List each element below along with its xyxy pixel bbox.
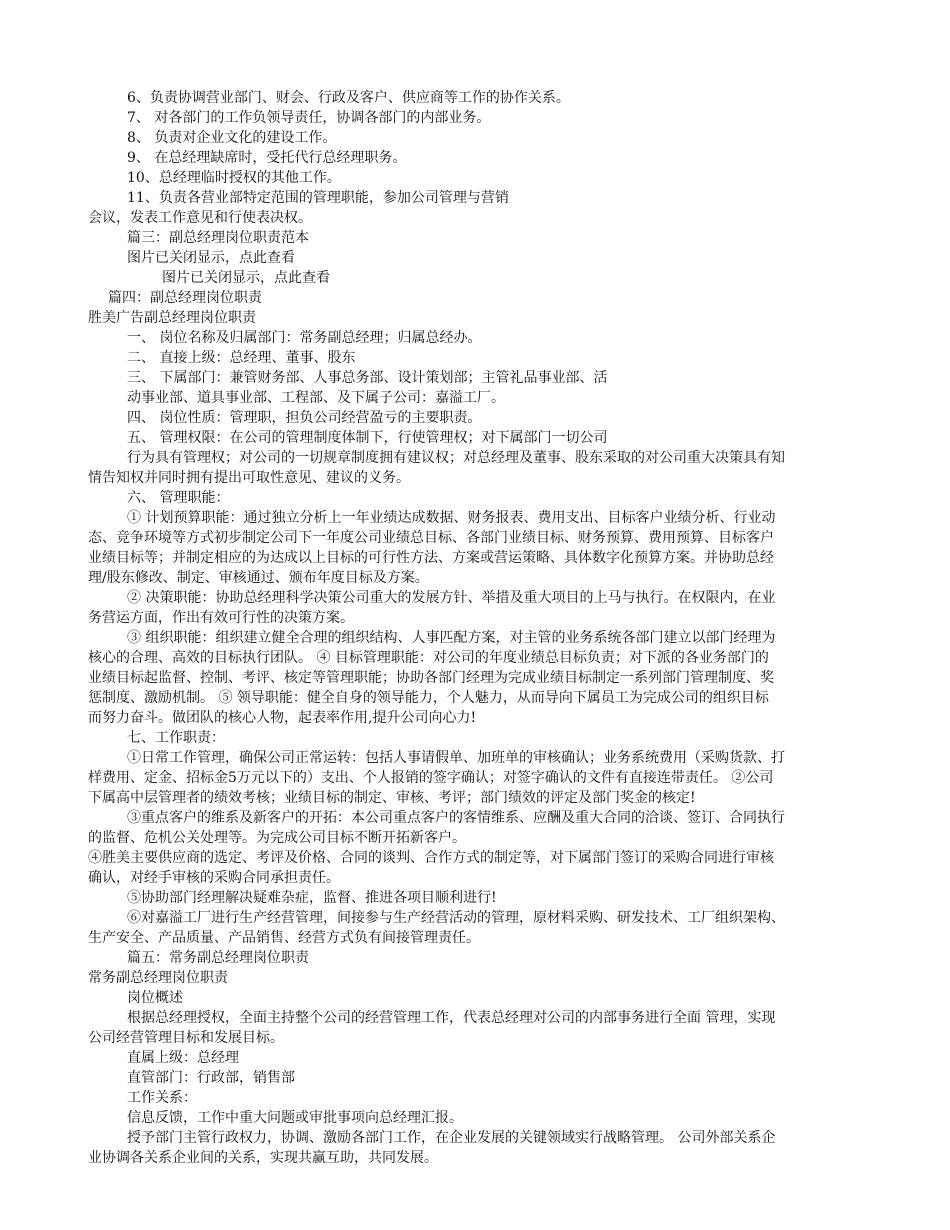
subheading: 岗位概述 (127, 990, 183, 1006)
image-placeholder-link[interactable]: 图片已关闭显示，点此查看 (162, 270, 330, 286)
text-line: 生产安全、产品质量、产品销售、经营方式负有间接管理责任。 (88, 930, 480, 946)
text-line: 业协调各关系企业间的关系，实现共赢互助，共同发展。 (88, 1150, 438, 1166)
section-heading: 篇三：副总经理岗位职责范本 (127, 230, 309, 246)
text-line: ⑤协助部门经理解决疑难杂症，监督、推进各项目顺利进行! (127, 890, 497, 906)
text-line: 业绩目标起监督、控制、考评、核定等管理职能；协助各部门经理为完成业绩目标制定一系列部门管理制度、奖 (88, 670, 774, 686)
text-line: 9、 在总经理缺席时，受托代行总经理职务。 (127, 150, 407, 166)
text-line: 理/股东修改、制定、审核通过、颁布年度目标及方案。 (88, 570, 429, 586)
text-line: ⑥对嘉溢工厂进行生产经营管理，间接参与生产经营活动的管理，原材料采购、研发技术、工厂组织架构、 (127, 910, 785, 926)
text-line: 样费用、定金、招标金5万元以下的）支出、个人报销的签字确认；对签字确认的文件有直接连带责任。 ②公司 (88, 770, 774, 786)
text-line: 业绩目标等；并制定相应的为达成以上目标的可行性方法、方案或营运策略、具体数字化预算方案。并协助总经 (88, 550, 774, 566)
text-line: 四、 岗位性质：管理职，担负公司经营盈亏的主要职责。 (127, 410, 482, 426)
document-title: 常务副总经理岗位职责 (88, 970, 228, 986)
text-line: 6、负责协调营业部门、财会、行政及客户、供应商等工作的协作关系。 (127, 90, 570, 106)
text-line: 的监督、危机公关处理等。为完成公司目标不断开拓新客户。 (88, 830, 466, 846)
text-line: 10、总经理临时授权的其他工作。 (127, 170, 341, 186)
text-line: ③ 组织职能：组织建立健全合理的组织结构、人事匹配方案，对主管的业务系统各部门建立以部门经理为 (127, 630, 776, 646)
text-line: 8、 负责对企业文化的建设工作。 (127, 130, 337, 146)
text-line: ③重点客户的维系及新客户的开拓：本公司重点客户的客情维系、应酬及重大合同的洽谈、签订、合同执行 (127, 810, 785, 826)
text-line: 五、 管理权限：在公司的管理制度体制下，行使管理权；对下属部门一切公司 (127, 430, 608, 446)
text-line: 六、 管理职能： (127, 490, 230, 506)
image-placeholder-link[interactable]: 图片已关闭显示，点此查看 (127, 250, 295, 266)
text-line: 7、 对各部门的工作负领导责任，协调各部门的内部业务。 (127, 110, 491, 126)
text-line: 二、 直接上级：总经理、董事、股东 (127, 350, 356, 366)
text-line: 核心的合理、高效的目标执行团队。 ④ 目标管理职能：对公司的年度业绩总目标负责；对下派的各业务部门的 (88, 650, 769, 666)
text-line: 而努力奋斗。做团队的核心人物，起表率作用,提升公司向心力! (88, 710, 477, 726)
text-line: 直属上级：总经理 (127, 1050, 239, 1066)
text-line: 惩制度、激励机制。 ⑤ 领导职能：健全自身的领导能力，个人魅力，从而导向下属员工为完成公司的组织目标 (88, 690, 769, 706)
section-heading: 篇四：副总经理岗位职责 (108, 290, 262, 306)
text-line: 动事业部、道具事业部、工程部、及下属子公司：嘉溢工厂。 (127, 390, 505, 406)
document-title: 胜美广告副总经理岗位职责 (88, 310, 256, 326)
text-line: 行为具有管理权；对公司的一切规章制度拥有建议权；对总经理及董事、股东采取的对公司重大决策具有知 (127, 450, 785, 466)
text-line: 一、 岗位名称及归属部门：常务副总经理；归属总经办。 (127, 330, 482, 346)
text-line: 会议，发表工作意见和行使表决权。 (88, 210, 312, 226)
text-line: ① 计划预算职能：通过独立分析上一年业绩达成数据、财务报表、费用支出、目标客户业绩分析、行业动 (127, 510, 776, 526)
text-line: ② 决策职能：协助总经理科学决策公司重大的发展方针、举措及重大项目的上马与执行。在权限内，在业 (127, 590, 776, 606)
text-line: ①日常工作管理，确保公司正常运转：包括人事请假单、加班单的审核确认；业务系统费用（采购货款、打 (127, 750, 785, 766)
text-line: 下属高中层管理者的绩效考核；业绩目标的制定、审核、考评；部门绩效的评定及部门奖金的核定! (88, 790, 696, 806)
text-line: 直管部门：行政部，销售部 (127, 1070, 295, 1086)
text-line: 授予部门主管行政权力，协调、激励各部门工作，在企业发展的关键领域实行战略管理。 公司外部关系企 (127, 1130, 776, 1146)
text-line: 七、工作职责： (127, 730, 225, 746)
section-heading: 篇五：常务副总经理岗位职责 (127, 950, 309, 966)
text-line: 务营运方面，作出有效可行性的决策方案。 (88, 610, 354, 626)
text-line: 三、 下属部门：兼管财务部、人事总务部、设计策划部；主管礼品事业部、活 (127, 370, 608, 386)
text-line: 信息反馈，工作中重大问题或审批事项向总经理汇报。 (127, 1110, 463, 1126)
text-line: 情告知权并同时拥有提出可取性意见、建议的义务。 (88, 470, 410, 486)
text-line: 公司经营管理目标和发展目标。 (88, 1030, 284, 1046)
text-line: 确认，对经手审核的采购合同承担责任。 (88, 870, 340, 886)
text-line: 工作关系： (127, 1090, 197, 1106)
text-line: 根据总经理授权，全面主持整个公司的经营管理工作，代表总经理对公司的内部事务进行全面 管理，实现 (127, 1010, 776, 1026)
text-line: 11、负责各营业部特定范围的管理职能，参加公司管理与营销 (127, 190, 509, 206)
text-line: 态、竞争环境等方式初步制定公司下一年度公司业绩总目标、各部门业绩目标、财务预算、费用预算、目标客户 (88, 530, 774, 546)
text-line: ④胜美主要供应商的选定、考评及价格、合同的谈判、合作方式的制定等，对下属部门签订的采购合同进行审核 (88, 850, 774, 866)
